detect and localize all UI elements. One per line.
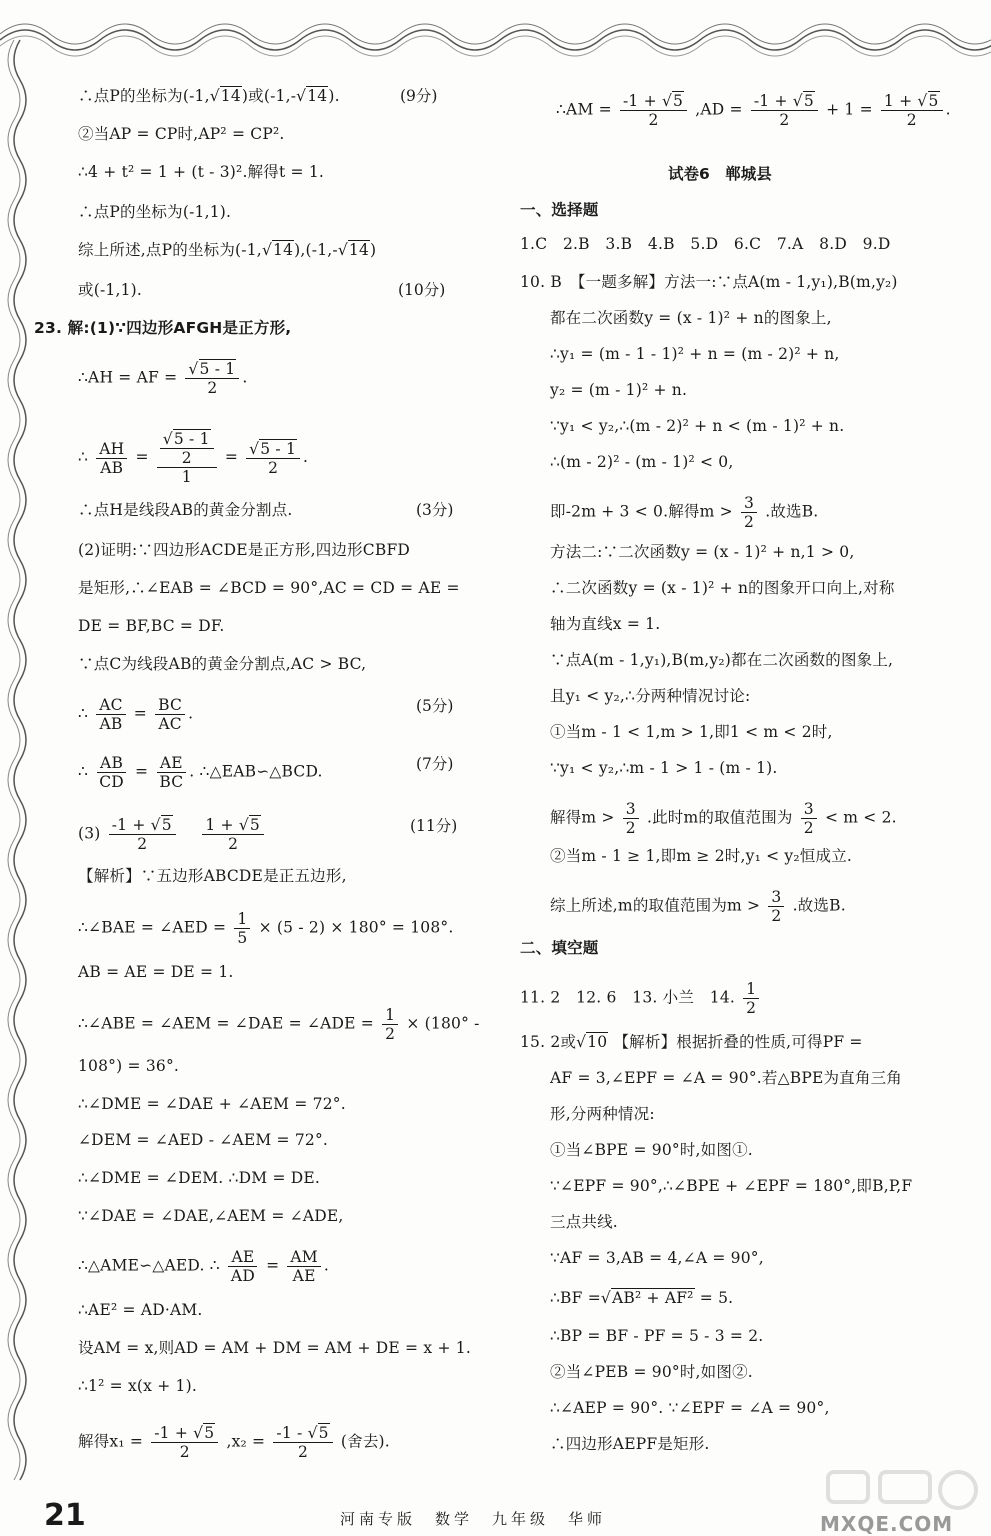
text-line: ②当∠PEB = 90°时,如图②. [550,1363,753,1381]
text-line: AF = 3,∠EPF = ∠A = 90°.若△BPE为直角三角 [550,1069,902,1087]
text-line: ∴点P的坐标为(-1,√14)或(-1,-√14). [78,87,340,105]
math-line: ∴ $\frac{AB}{CD}$ = $\frac{AE}{BC}$ . ∴△EAB∽△BCD. [78,754,323,791]
text-line: 设AM = x,则AD = AM + DM = AM + DE = x + 1. [78,1339,471,1357]
text-line: ∴BP = BF - PF = 5 - 3 = 2. [550,1327,764,1345]
text-line: ∴AE² = AD·AM. [78,1301,203,1319]
section-heading: 一、选择题 [520,201,599,219]
text-line: ②当AP = CP时,AP² = CP². [78,125,285,143]
question-23-heading: 23. 解:(1)∵四边形AFGH是正方形, [34,319,292,337]
text-line: ∠DEM = ∠AED - ∠AEM = 72°. [78,1131,329,1149]
score-mark: (7分) [416,755,454,773]
section-title: 试卷6 郸城县 [668,165,772,183]
text-line: 方法二:∵二次函数y = (x - 1)² + n,1 > 0, [550,543,855,561]
text-line: 且y₁ < y₂,∴分两种情况讨论: [550,687,751,705]
text-line: ∵AF = 3,AB = 4,∠A = 90°, [550,1249,764,1267]
text-line: ②当m - 1 ≥ 1,即m ≥ 2时,y₁ < y₂恒成立. [550,847,853,865]
math-line: 解得x₁ = $\frac{-1 + √5}{2}$ ,x₂ = $\frac{-1 - √5}{2}$ (舍去). [78,1424,390,1461]
math-line: ∴ $\frac{AC}{AB}$ = $\frac{BC}{AC}$ . [78,696,194,733]
math-line: ∴AH = AF = $\frac{√5 - 1}{2}$ . [78,360,248,397]
text-line: ∴点P的坐标为(-1,1). [78,203,232,221]
math-line: ∴ $\frac{AH}{AB}$ = $\frac{\frac{√5 - 1}{2}}{1}$ = $\frac{√5 - 1}{2}$ . [78,430,309,486]
math-line: 综上所述,m的取值范围为m > $\frac{3}{2}$ .故选B. [550,888,846,925]
score-mark: (10分) [398,281,446,299]
text-line: ∴1² = x(x + 1). [78,1377,197,1395]
score-mark: (3分) [416,501,454,519]
text-line: ∴(m - 2)² - (m - 1)² < 0, [550,453,734,471]
text-line: ∴∠DME = ∠DEM. ∴DM = DE. [78,1169,321,1187]
text-line: 综上所述,点P的坐标为(-1,√14),(-1,-√14) [78,241,377,259]
text-line: 是矩形,∴∠EAB = ∠BCD = 90°,AC = CD = AE = [78,579,460,597]
text-line: (2)证明:∵四边形ACDE是正方形,四边形CBFD [78,541,411,559]
text-line: 形,分两种情况: [550,1105,655,1123]
text-line: y₂ = (m - 1)² + n. [550,381,688,399]
decorative-top-border [0,0,991,60]
text-line: ∴点H是线段AB的黄金分割点. [78,501,293,519]
text-line: ①当m - 1 < 1,m > 1,即1 < m < 2时, [550,723,833,741]
text-line: ∵y₁ < y₂,∴(m - 2)² + n < (m - 1)² + n. [550,417,845,435]
text-line: ∵∠EPF = 90°,∴∠BPE + ∠EPF = 180°,即B,P,F [550,1177,913,1195]
text-line: 15. 2或√10 【解析】根据折叠的性质,可得PF = [520,1033,863,1051]
math-line: ∴∠ABE = ∠AEM = ∠DAE = ∠ADE = $\frac{1}{2}$ × (180° - [78,1006,480,1043]
score-mark: (9分) [400,87,438,105]
page-number: 21 [44,1498,86,1533]
text-line: 都在二次函数y = (x - 1)² + n的图象上, [550,309,832,327]
text-line: ∴∠AEP = 90°. ∵∠EPF = ∠A = 90°, [550,1399,830,1417]
text-line: ∴BF =√AB² + AF² = 5. [550,1289,734,1307]
text-line: ∴4 + t² = 1 + (t - 3)².解得t = 1. [78,163,325,181]
math-line: 即-2m + 3 < 0.解得m > $\frac{3}{2}$ .故选B. [550,494,819,531]
text-line: AB = AE = DE = 1. [78,963,234,981]
footer-info: 河南专版 数学 九年级 华师 [340,1510,607,1528]
math-line: 解得m > $\frac{3}{2}$ .此时m的取值范围为 $\frac{3}{2}$ < m < 2. [550,800,897,837]
text-line: 轴为直线x = 1. [550,615,661,633]
text-line: ①当∠BPE = 90°时,如图①. [550,1141,753,1159]
text-line: ∴y₁ = (m - 1 - 1)² + n = (m - 2)² + n, [550,345,840,363]
text-line: ∵点A(m - 1,y₁),B(m,y₂)都在二次函数的图象上, [550,651,894,669]
math-line: (3) $\frac{-1 + √5}{2}$ $\frac{1 + √5}{2}$ [78,816,267,853]
math-line: ∴∠BAE = ∠AED = $\frac{1}{5}$ × (5 - 2) × 180° = 108°. [78,910,454,947]
answer-list: 11. 2 12. 6 13. 小兰 14. $\frac{1}{2}$ [520,980,762,1017]
text-line: ∵点C为线段AB的黄金分割点,AC > BC, [78,655,367,673]
text-line: 三点共线. [550,1213,618,1231]
section-heading: 二、填空题 [520,939,599,957]
decorative-left-border [0,0,40,1536]
text-line: 【解析】∵五边形ABCDE是正五边形, [78,867,347,885]
answer-list: 1.C 2.B 3.B 4.B 5.D 6.C 7.A 8.D 9.D [520,235,891,253]
text-line: ∴二次函数y = (x - 1)² + n的图象开口向上,对称 [550,579,895,597]
watermark-text: MXQE.COM [820,1512,954,1536]
text-line: ∴∠DME = ∠DAE + ∠AEM = 72°. [78,1095,346,1113]
text-line: ∴四边形AEPF是矩形. [550,1435,710,1453]
score-mark: (5分) [416,697,454,715]
score-mark: (11分) [410,817,458,835]
text-line: DE = BF,BC = DF. [78,617,225,635]
math-line: ∴AM = $\frac{-1 + √5}{2}$ ,AD = $\frac{-1 + √5}{2}$ + 1 = $\frac{1 + √5}{2}$ . [556,92,951,129]
text-line: 或(-1,1). [78,281,143,299]
math-line: ∴△AME∽△AED. ∴ $\frac{AE}{AD}$ = $\frac{AM}{AE}$ . [78,1248,330,1285]
text-line: 10. B 【一题多解】方法一:∵点A(m - 1,y₁),B(m,y₂) [520,273,898,291]
text-line: ∵y₁ < y₂,∴m - 1 > 1 - (m - 1). [550,759,778,777]
text-line: ∵∠DAE = ∠DAE,∠AEM = ∠ADE, [78,1207,344,1225]
text-line: 108°) = 36°. [78,1057,180,1075]
